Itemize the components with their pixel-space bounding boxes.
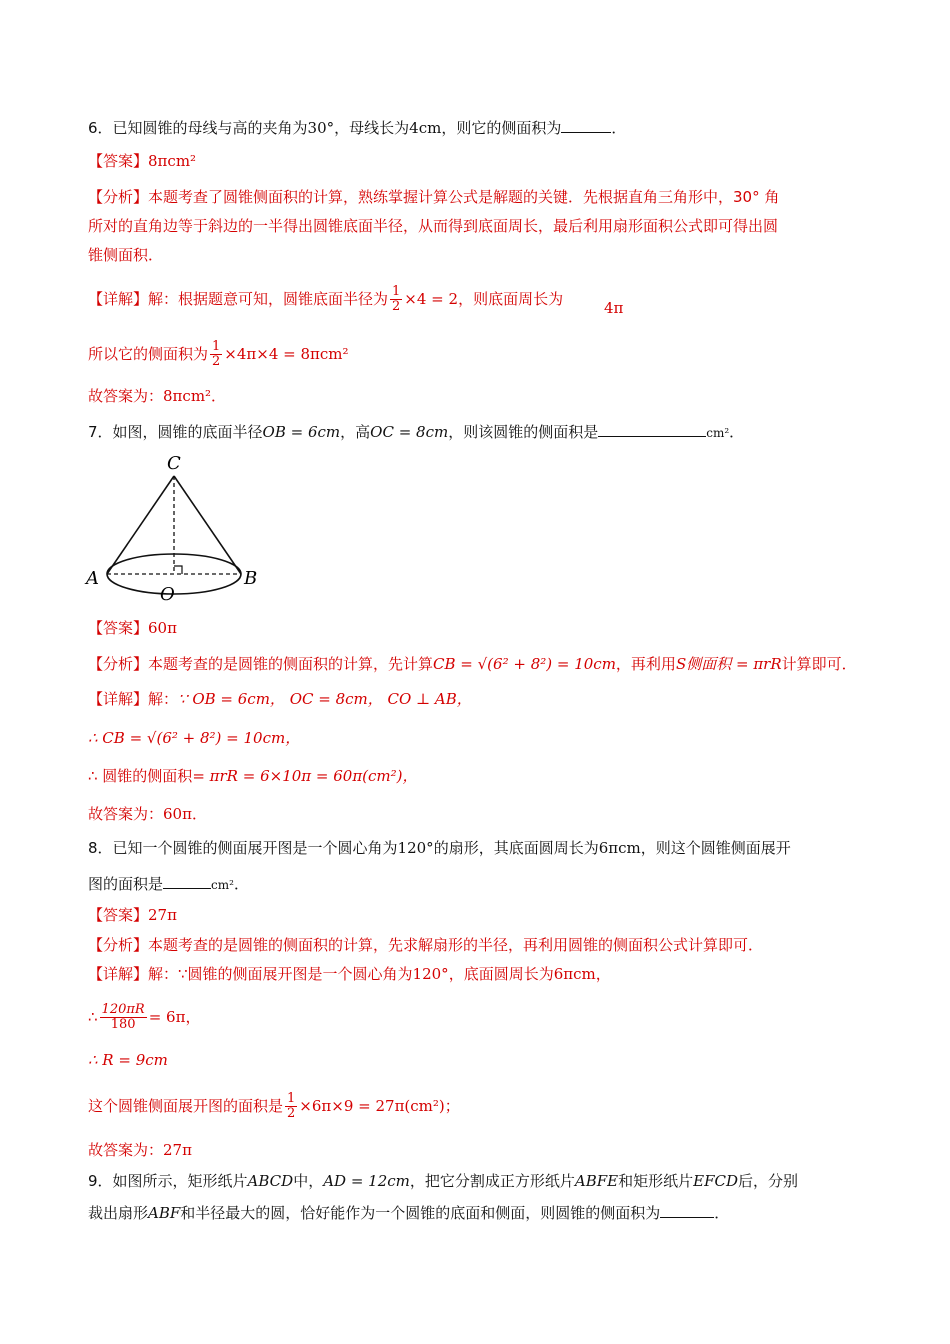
q7-stem: 7．如图，圆锥的底面半径OB = 6cm，高OC = 8cm，则该圆锥的侧面积是 cm²． [88, 420, 744, 444]
q6-angle: 30° [307, 119, 335, 137]
q7-detail-1: 【详解】解：∵ OB = 6cm， OC = 8cm， CO ⊥ AB， [88, 690, 472, 708]
q8-area: 这个圆锥侧面展开图的面积是 $\frac{1}{2}$ ×6π×9 = 27π(cm²)； [88, 1091, 460, 1121]
q6-analysis-1: 【分析】本题考查了圆锥侧面积的计算，熟练掌握计算公式是解题的关键．先根据直角三角形中，30° 角 [88, 188, 780, 206]
q7-answer-blank [598, 420, 706, 437]
q6-stem: 6．已知圆锥的母线与高的夹角为30°，母线长为4cm，则它的侧面积为 ． [88, 116, 626, 139]
q7-answer: 【答案】60π [88, 619, 177, 637]
q8-analysis: 【分析】本题考查的是圆锥的侧面积的计算，先求解扇形的半径，再利用圆锥的侧面积公式计算即可． [88, 936, 764, 954]
cone-slant-left [107, 476, 174, 574]
q8-radius-fraction: $\frac{120\pi R}{180}$ [101, 1002, 145, 1032]
q6-answer: 【答案】8πcm² [88, 152, 197, 170]
right-angle-mark [174, 566, 182, 574]
q6-answer-blank [561, 116, 611, 133]
q8-stem-1: 8．已知一个圆锥的侧面展开图是一个圆心角为120°的扇形，其底面圆周长为6πcm，则这个圆锥侧面展开 [88, 839, 791, 857]
cone-figure [84, 452, 264, 604]
q8-eq2: ∴ R = 9cm [88, 1051, 168, 1069]
q6-final: 故答案为：8πcm²． [88, 387, 227, 405]
q8-answer-blank [163, 872, 211, 889]
q8-answer: 【答案】27π [88, 906, 177, 924]
q9-stem-2: 裁出扇形ABF和半径最大的圆，恰好能作为一个圆锥的底面和侧面，则圆锥的侧面积为 ． [88, 1201, 729, 1224]
q7-analysis: 【分析】本题考查的是圆锥的侧面积的计算，先计算CB = √(6² + 8²) = 10cm，再利用S侧面积 = πrR计算即可． [88, 655, 857, 673]
q6-analysis-3: 锥侧面积． [88, 246, 164, 264]
q6-length: 4cm [409, 119, 442, 137]
q7-final: 故答案为：60π． [88, 805, 207, 823]
q8-stem-2: 图的面积是 cm²． [88, 872, 249, 896]
q7-detail-2: ∴ CB = √(6² + 8²) = 10cm， [88, 729, 301, 747]
q9-answer-blank [660, 1201, 714, 1218]
q6-analysis-2: 所对的直角边等于斜边的一半得出圆锥底面半径，从而得到底面周长，最后利用扇形面积公式即可得出圆 [88, 217, 779, 235]
q8-detail: 【详解】解：∵圆锥的侧面展开图是一个圆心角为120°，底面圆周长为6πcm， [88, 965, 611, 983]
q6-circumference: 4π [604, 299, 624, 317]
q6-detail: 【详解】解：根据题意可知，圆锥底面半径为 $\frac{1}{2}$ ×4 = 2，则底面周长为 [88, 284, 564, 314]
q8-final: 故答案为：27π [88, 1141, 192, 1159]
q7-detail-3: ∴ 圆锥的侧面积= πrR = 6×10π = 60π(cm²)， [88, 767, 418, 785]
label-B: B [244, 568, 258, 589]
q6-half-fraction: $\frac{1}{2}$ [392, 284, 401, 314]
label-C: C [167, 453, 181, 474]
label-A: A [86, 568, 99, 589]
cone-slant-right [174, 476, 241, 574]
q8-eq1: ∴ $\frac{120\pi R}{180}$ = 6π， [88, 1002, 201, 1032]
label-O: O [160, 584, 175, 604]
q6-lateral-area: 所以它的侧面积为 $\frac{1}{2}$ ×4π×4 = 8πcm² [88, 339, 349, 369]
q9-stem-1: 9．如图所示，矩形纸片ABCD中，AD = 12cm，把它分割成正方形纸片ABFE和矩形纸片EFCD后，分别 [88, 1172, 799, 1190]
